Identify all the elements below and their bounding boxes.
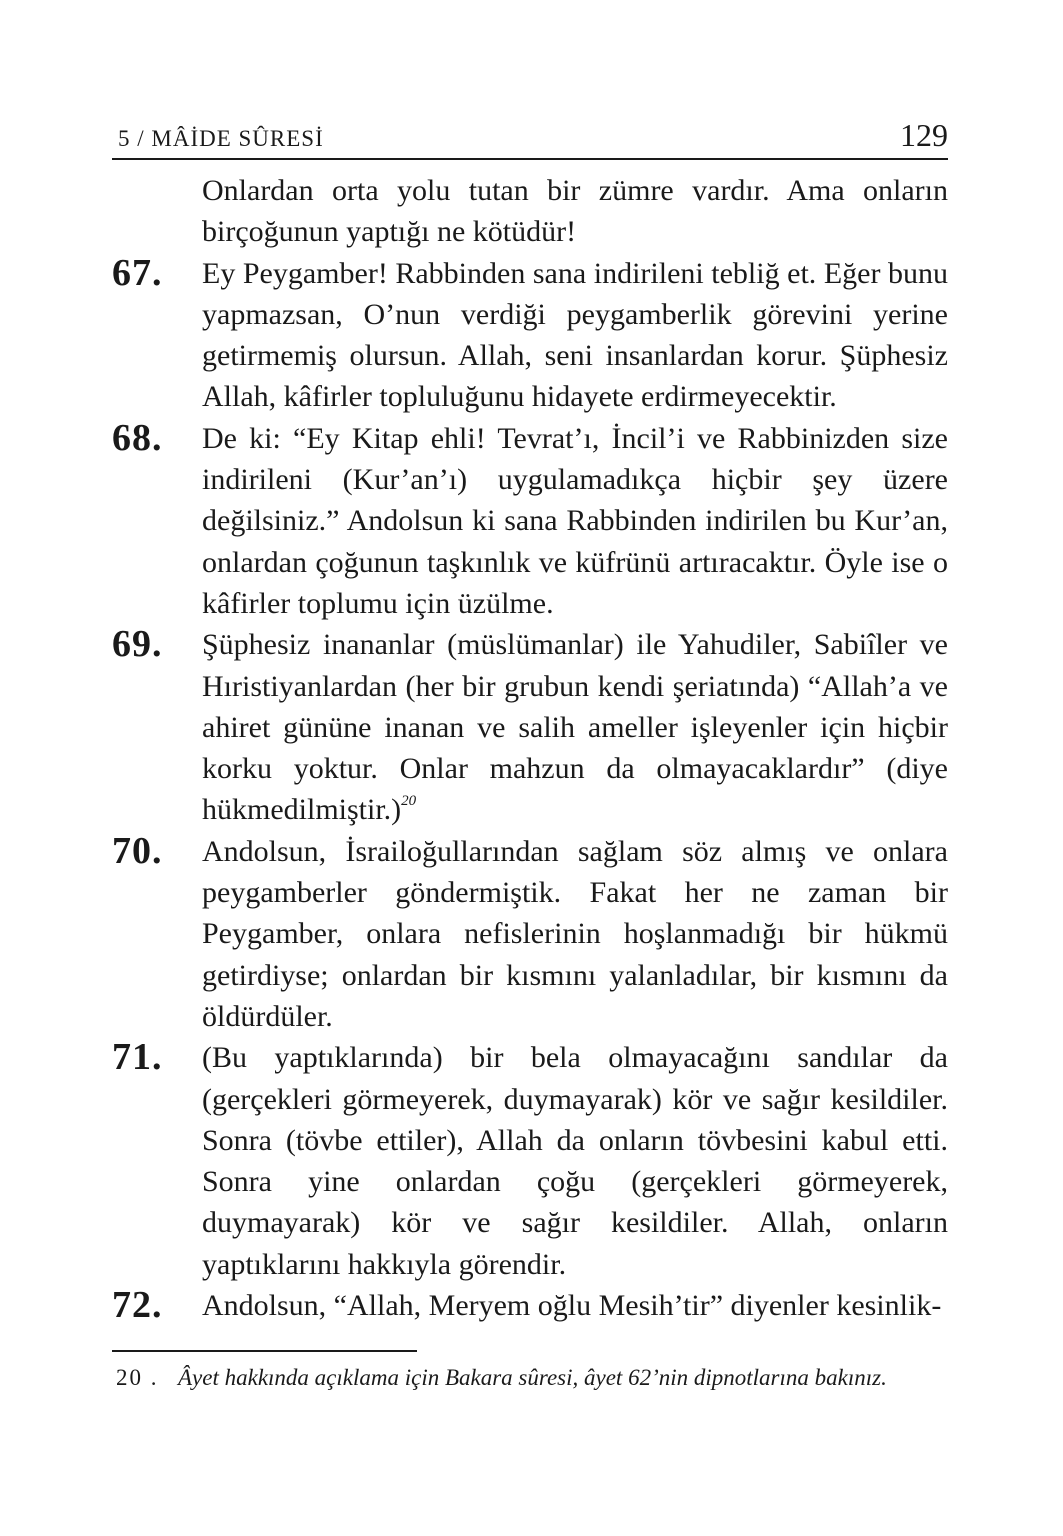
- verse-72: [112, 1285, 948, 1326]
- verse-text: Ey Peygamber! Rabbinden sana indirileni tebliğ et. Eğer bunu yapmazsan, O’nun verdiği peygamberlik görevini yerine getirmemiş olursun. Allah, seni insanlardan korur. Şüphesiz Allah, kâfirler topluluğunu hidayete erdirmeyecektir.: [202, 256, 948, 414]
- footnote-divider: [112, 1350, 417, 1352]
- verse-text: Şüphesiz inananlar (müslümanlar) ile Yahudiler, Sabiîler ve Hıristiyanlardan (her bir grubun kendi şeriatında) “Allah’a ve ahiret gününe inanan ve salih ameller işleyenler için hiçbir korku yoktur. Onlar mahzun da olmayacaklardır” (diye hükmedilmiştir.): [202, 628, 948, 827]
- verse-number: 69.: [112, 623, 163, 666]
- verse-text: Andolsun, “Allah, Meryem oğlu Mesih’tir” diyenler kesinlik-: [202, 1289, 942, 1323]
- body-text: [112, 170, 948, 1326]
- intro-paragraph: [112, 170, 948, 253]
- verse-68: [112, 418, 948, 624]
- verse-text: (Bu yaptıklarında) bir bela olmayacağını sandılar da (gerçekleri görmeyerek, duymayarak) kör ve sağır kesildiler. Sonra (tövbe ettiler), Allah da onların tövbesini kabul etti. Sonra yine onlardan çoğu (gerçekleri görmeyerek, duymayarak) kör ve sağır kesildiler. Allah, onların yaptıklarını hakkıyla görendir.: [202, 1041, 948, 1281]
- page-header: [112, 112, 948, 160]
- verse-text-wrapper: [202, 624, 948, 830]
- verse-text: De ki: “Ey Kitap ehli! Tevrat’ı, İncil’i ve Rabbinizden size indirileni (Kur’an’ı) uygulamadıkça hiçbir şey üzere değilsiniz.” Andolsun ki sana Rabbinden indirilen bu Kur’an, onlardan çoğunun taşkınlık ve küfrünü artıracaktır. Öyle ise o kâfirler toplumu için üzülme.: [202, 421, 948, 620]
- footnote-text: Âyet hakkında açıklama için Bakara sûresi, âyet 62’nin dipnotlarına bakınız.: [178, 1365, 887, 1390]
- paragraph-text: Onlardan orta yolu tutan bir zümre vardır. Ama onların birçoğunun yaptığı ne kötüdür!: [202, 174, 948, 249]
- verse-number: 71.: [112, 1036, 163, 1079]
- verse-number: 70.: [112, 829, 163, 872]
- verse-71: [112, 1037, 948, 1285]
- running-title: 5 / MÂİDE SÛRESİ: [118, 126, 324, 151]
- footnote: [112, 1362, 948, 1394]
- verse-69: [112, 624, 948, 830]
- verse-70: [112, 831, 948, 1037]
- verse-67: [112, 253, 948, 418]
- verse-number: 67.: [112, 251, 163, 294]
- page-number: 129: [900, 117, 948, 153]
- verse-text: Andolsun, İsrailoğullarından sağlam söz almış ve onlara peygamberler göndermiştik. Fakat her ne zaman bir Peygamber, onlara nefislerinin hoşlanmadığı bir hükmü getirdiyse; onlardan bir kısmını yalanladılar, bir kısmını da öldürdüler.: [202, 834, 948, 1033]
- verse-number: 68.: [112, 416, 163, 459]
- verse-number: 72.: [112, 1284, 163, 1327]
- footnote-reference: 20: [401, 793, 417, 810]
- footnote-number: 20 .: [116, 1365, 159, 1390]
